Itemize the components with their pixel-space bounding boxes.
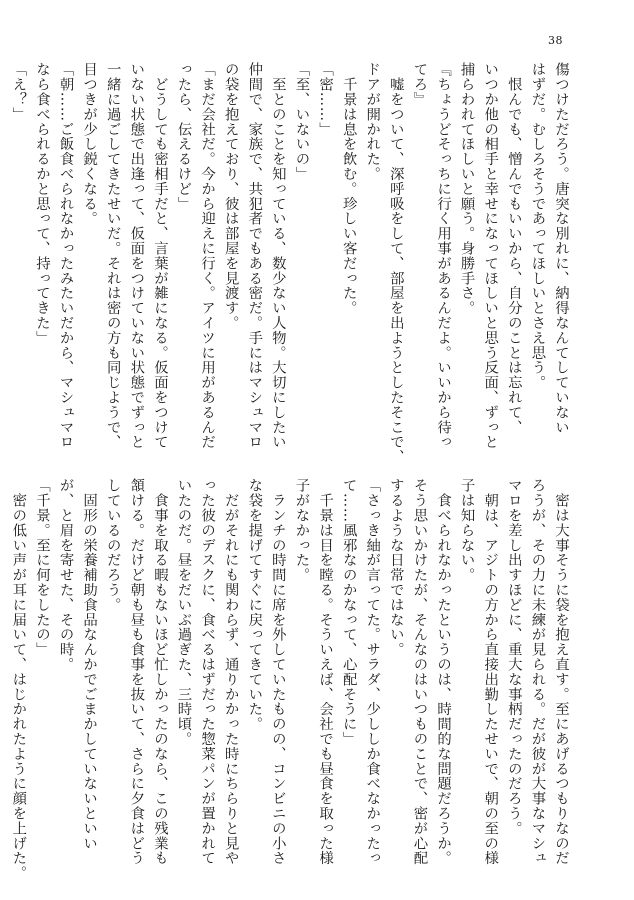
- text-line: 「まだ会社だ。今から迎えに行く。アイツに用があるんだ: [199, 62, 216, 450]
- text-line: 子は知らない。: [458, 478, 475, 583]
- text-line: しているのだろう。: [104, 478, 121, 613]
- text-line: 『ちょうどそっちに行く用事があるんだよ。いいから待っ: [435, 62, 452, 450]
- text-line: 捕らわれてほしいと願う。身勝手さ。: [458, 62, 475, 316]
- text-line: った彼のデスクに、食べるはずだった惣菜パンが置かれて: [199, 478, 216, 866]
- text-line: ドアが開かれた。: [364, 62, 381, 182]
- text-line: 子がなかった。: [293, 478, 310, 583]
- text-line: 食事を取る暇もないほど忙しかったのなら、この残業も: [151, 478, 168, 866]
- text-line: て……風邪なのかなって、心配そうに」: [340, 478, 357, 747]
- text-line: 傷つけただろう。唐突な別れに、納得なんてしていない: [553, 62, 569, 435]
- page-number: 38: [548, 34, 563, 47]
- text-line: 「千景。至に何をしたの」: [33, 478, 50, 657]
- text-line: だがそれにも関わらず、通りかかった時にちらりと見や: [222, 478, 239, 866]
- text-line: はずだ。むしろそうであってほしいとさえ思う。: [529, 62, 546, 390]
- text-line: そう思いかけたが、そんなのはいつものことで、密が心配: [411, 478, 428, 866]
- text-line: 「密……」: [317, 62, 334, 137]
- text-line: マロを差し出すほどに、重大な事柄だったのだろう。: [505, 478, 522, 836]
- text-line: 千景は息を飲む。珍しい客だった。: [340, 62, 357, 316]
- text-line: な袋を提げてすぐに戻ってきていた。: [246, 478, 263, 732]
- text-line: なら食べられるかと思って、持ってきた」: [33, 62, 50, 346]
- text-line: 一緒に過ごしてきたせいだ。それは密の方も同じようで、: [104, 62, 121, 450]
- text-line: ろうが、その力に未練が見られる。だが彼が大事なマシュ: [529, 478, 546, 866]
- text-line: いない状態で出逢って、仮面をつけていない状態でずっと: [128, 62, 145, 450]
- text-line: 恨んでも、憎んでもいいから、自分のことは忘れて、: [505, 62, 522, 435]
- text-line: の袋を抱えており、彼は部屋を見渡す。: [222, 62, 239, 331]
- text-line: どうしても密相手だと、言葉が雑になる。仮面をつけて: [151, 62, 168, 450]
- text-line: 「至、いないの」: [293, 62, 310, 182]
- text-line: てろ』: [411, 62, 428, 107]
- text-line: 千景は目を瞠る。そういえば、会社でも昼食を取った様: [317, 478, 334, 866]
- text-line: 食べられなかったというのは、時間的な問題だろうか。: [435, 478, 452, 866]
- text-line: 至とのことを知っている、数少ない人物。大切にしたい: [269, 62, 286, 450]
- text-line: いたのだ。昼をだいぶ過ぎた、三時頃。: [175, 478, 192, 747]
- text-line: 頷ける。だけど朝も昼も食事を抜いて、さらに夕食はどう: [128, 478, 145, 866]
- text-line: 固形の栄養補助食品なんかでごまかしていないといい: [81, 478, 98, 851]
- text-line: 密の低い声が耳に届いて、はじかれたように顔を上げた。: [10, 478, 27, 881]
- text-line: 「朝……ご飯食べられなかったみたいだから、マシュマロ: [57, 62, 74, 450]
- text-line: 仲間で、家族で、共犯者でもある密だ。手にはマシュマロ: [246, 62, 263, 450]
- text-block-top: [10, 62, 572, 465]
- text-line: 「え？」: [10, 62, 27, 122]
- text-line: 「さっき紬が言ってた。サラダ、少ししか食べなかったっ: [364, 478, 381, 866]
- text-line: するような日常ではない。: [387, 478, 404, 657]
- text-line: ランチの時間に席を外していたものの、コンビニの小さ: [269, 478, 286, 866]
- text-line: 朝は、アジトの方から直接出勤したせいで、朝の至の様: [482, 478, 499, 866]
- text-line: ったら、伝えるけど」: [175, 62, 192, 211]
- text-line: 嘘をついて、深呼吸をして、部屋を出ようとしたそこで、: [387, 62, 404, 465]
- text-line: が、と眉を寄せた、その時。: [57, 478, 74, 672]
- text-line: 目つきが少し鋭くなる。: [81, 62, 98, 226]
- text-block-bottom: [10, 478, 572, 881]
- text-line: いつか他の相手と幸せになってほしいと思う反面、ずっと: [482, 62, 499, 450]
- text-line: 密は大事そうに袋を抱え直す。至にあげるつもりなのだ: [553, 478, 569, 866]
